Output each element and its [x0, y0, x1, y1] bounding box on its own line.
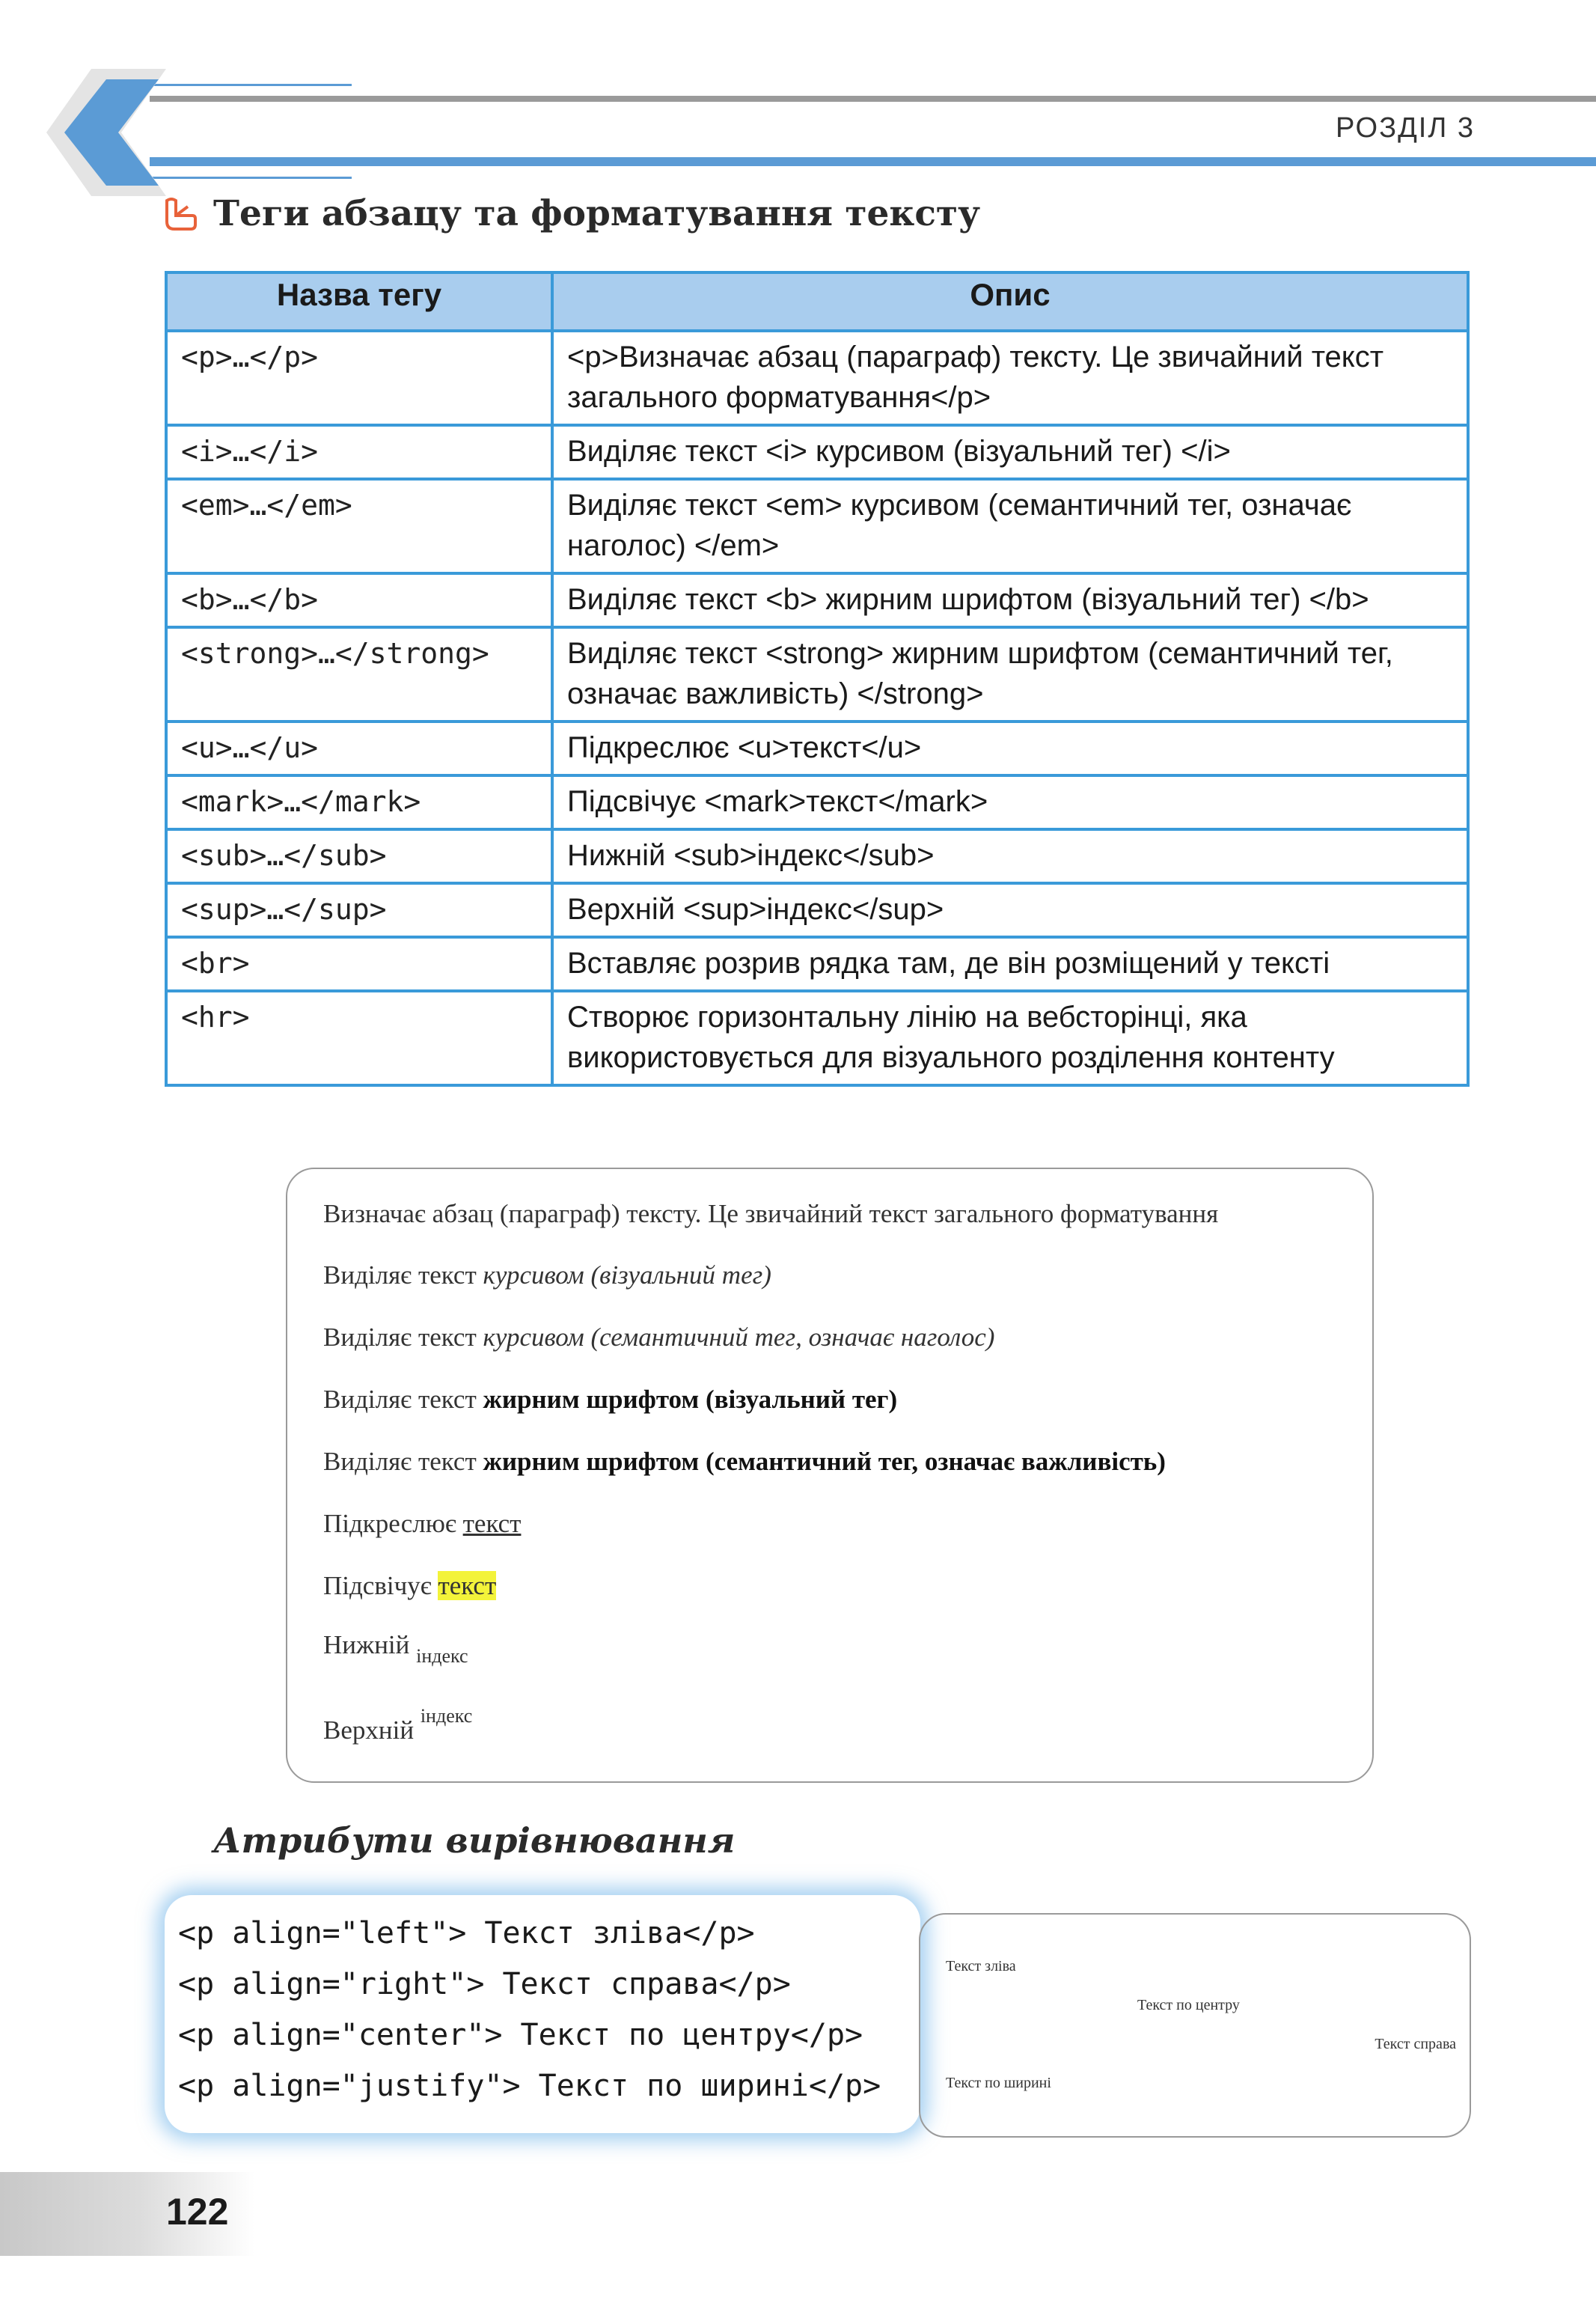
output-mark-line [323, 1571, 496, 1601]
code-line: <p align="center"> Текст по центру</p> [178, 2018, 863, 2052]
description-cell: Підсвічує <mark>текст</mark> [552, 775, 1468, 829]
description-cell: Виділяє текст <i> курсивом (візуальний тег) </i> [552, 425, 1468, 479]
output-bold-line [323, 1385, 897, 1415]
output-italic-text: курсивом (візуальний тег) [483, 1260, 771, 1290]
tag-cell: <b>…</b> [166, 573, 552, 627]
header-rule-thin-top [150, 84, 352, 86]
rendered-output-box [286, 1168, 1374, 1783]
description-cell: Виділяє текст <strong> жирним шрифтом (семантичний тег, означає важливість) </strong> [552, 627, 1468, 722]
description-cell: Нижній <sub>індекс</sub> [552, 829, 1468, 883]
tag-cell: <hr> [166, 991, 552, 1085]
output-mark-text: текст [438, 1571, 497, 1600]
output-prefix: Виділяє текст [323, 1323, 483, 1352]
result-right: Текст справа [1375, 2036, 1456, 2052]
table-row [166, 991, 1468, 1085]
tags-table [165, 271, 1470, 1087]
output-prefix: Підкреслює [323, 1509, 463, 1538]
table-row [166, 331, 1468, 425]
table-row [166, 627, 1468, 722]
description-cell: Виділяє текст <em> курсивом (семантичний тег, означає наголос) </em> [552, 479, 1468, 573]
output-prefix: Верхній [323, 1715, 421, 1745]
table-row [166, 573, 1468, 627]
description-cell: <p>Визначає абзац (параграф) тексту. Це звичайний текст загального форматування</p> [552, 331, 1468, 425]
result-center: Текст по центру [1137, 1997, 1240, 2013]
output-prefix: Виділяє текст [323, 1260, 483, 1290]
description-cell: Вставляє розрив рядка там, де він розміщений у тексті [552, 937, 1468, 991]
description-cell: Виділяє текст <b> жирним шрифтом (візуальний тег) </b> [552, 573, 1468, 627]
tag-cell: <i>…</i> [166, 425, 552, 479]
code-line: <p align="right"> Текст справа</p> [178, 1967, 791, 2001]
output-sub-line [323, 1630, 468, 1668]
hand-pointer-icon [161, 196, 200, 235]
description-cell: Підкреслює <u>текст</u> [552, 722, 1468, 775]
column-header-tag: Назва тегу [166, 272, 552, 331]
table-row [166, 722, 1468, 775]
output-prefix: Виділяє текст [323, 1447, 483, 1476]
output-strong-line [323, 1447, 1166, 1477]
description-cell: Верхній <sup>індекс</sup> [552, 883, 1468, 937]
output-underline-line [323, 1509, 521, 1539]
output-prefix: Виділяє текст [323, 1385, 483, 1414]
output-paragraph: Визначає абзац (параграф) тексту. Це звичайний текст загального форматування [323, 1199, 1219, 1228]
tag-cell: <sup>…</sup> [166, 883, 552, 937]
result-left: Текст зліва [946, 1958, 1016, 1974]
tag-cell: <br> [166, 937, 552, 991]
page-number: 122 [166, 2191, 229, 2233]
header-rule-blue [150, 157, 1596, 166]
output-italic-line [323, 1260, 771, 1290]
output-prefix: Підсвічує [323, 1571, 438, 1600]
output-em-line [323, 1323, 994, 1352]
output-strong-text: жирним шрифтом (семантичний тег, означає важливість) [483, 1447, 1166, 1476]
output-em-text: курсивом (семантичний тег, означає наголос) [483, 1323, 995, 1352]
result-justify: Текст по ширині [946, 2075, 1051, 2091]
tag-cell: <sub>…</sub> [166, 829, 552, 883]
code-example-box [165, 1895, 920, 2133]
alignment-heading: Атрибути вирівнювання [213, 1820, 736, 1861]
tag-cell: <strong>…</strong> [166, 627, 552, 722]
table-row [166, 479, 1468, 573]
table-header-row [166, 272, 1468, 331]
tag-cell: <p>…</p> [166, 331, 552, 425]
tag-cell: <mark>…</mark> [166, 775, 552, 829]
table-row [166, 883, 1468, 937]
header-rule-gray [150, 96, 1596, 102]
table-row [166, 775, 1468, 829]
tag-cell: <em>…</em> [166, 479, 552, 573]
output-sub-text: індекс [416, 1645, 468, 1667]
code-line: <p align="justify"> Текст по ширині</p> [178, 2069, 881, 2103]
output-sup-text: індекс [420, 1705, 473, 1727]
output-sup-line [323, 1705, 472, 1745]
section-heading: Теги абзацу та форматування тексту [213, 193, 981, 234]
output-underline-text: текст [462, 1509, 522, 1538]
table-row [166, 937, 1468, 991]
alignment-result-box [919, 1913, 1471, 2138]
output-prefix: Нижній [323, 1630, 417, 1659]
code-line: <p align="left"> Текст зліва</p> [178, 1916, 755, 1950]
section-label: РОЗДІЛ 3 [1336, 112, 1475, 144]
description-cell: Створює горизонтальну лінію на вебсторінці, яка використовується для візуального розділення контенту [552, 991, 1468, 1085]
header-rule-thin-bottom [150, 177, 352, 179]
table-row [166, 425, 1468, 479]
output-bold-text: жирним шрифтом (візуальний тег) [483, 1385, 898, 1414]
tag-cell: <u>…</u> [166, 722, 552, 775]
column-header-description: Опис [552, 272, 1468, 331]
table-row [166, 829, 1468, 883]
back-arrow-icon [46, 69, 166, 196]
